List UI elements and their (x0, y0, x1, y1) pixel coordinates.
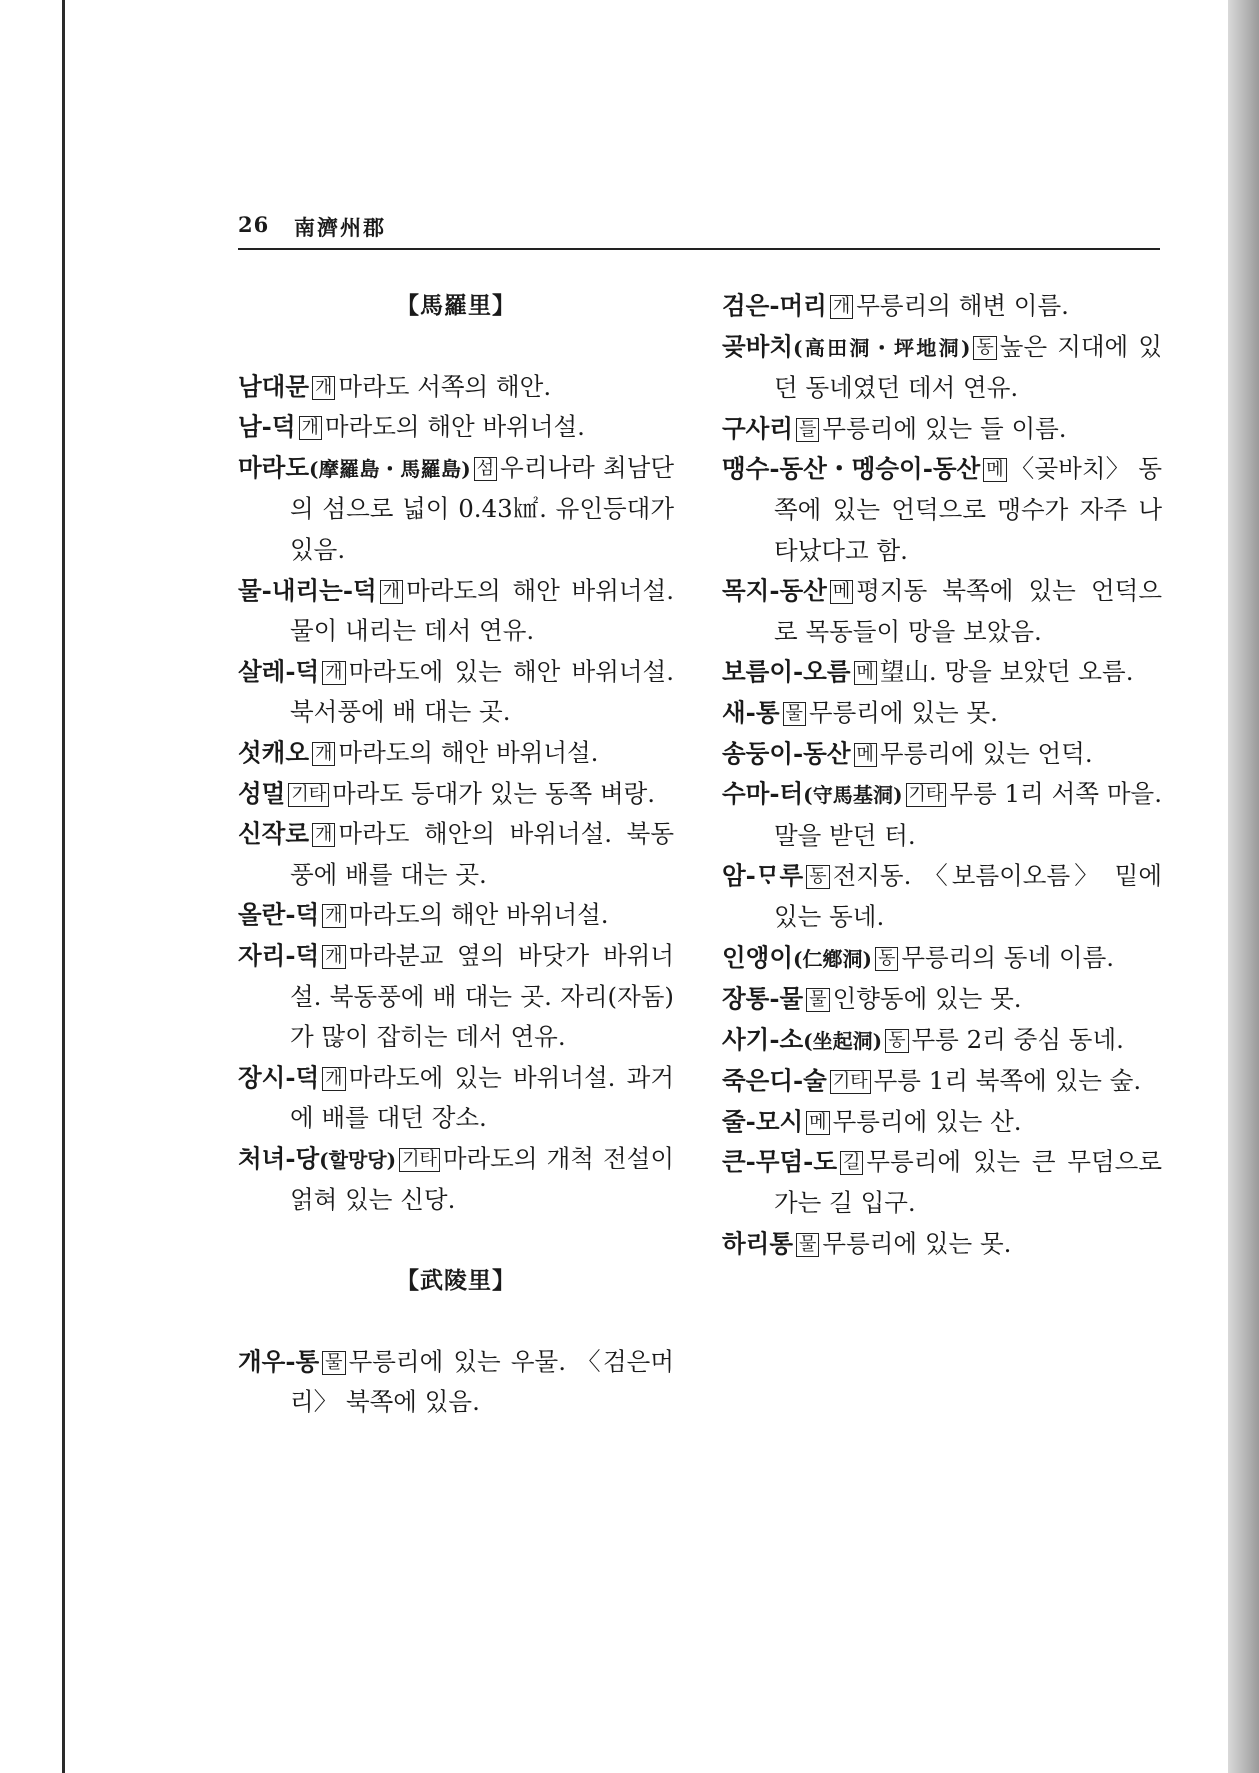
entry-category-tag: 메 (854, 661, 877, 685)
glossary-entry (722, 774, 1162, 856)
entry-term: 성멀 (238, 778, 286, 808)
entry-term: 죽은디-술 (722, 1066, 827, 1096)
entry-description: 무릉리의 해변 이름. (856, 291, 1069, 320)
entry-description: 〈곶바치〉 동쪽에 있는 언덕으로 맹수가 자주 나타났다고 함. (774, 454, 1162, 565)
glossary-entry (238, 814, 674, 895)
entry-category-tag: 개 (380, 580, 403, 604)
glossary-entry (722, 571, 1162, 652)
running-title: 南濟州郡 (294, 215, 386, 240)
entry-category-tag: 동 (885, 1029, 908, 1053)
entry-description: 무릉리에 있는 못. (822, 1228, 1012, 1258)
entry-category-tag: 기타 (906, 783, 947, 807)
entry-description: 마라도의 해안 바위너설. (348, 900, 609, 930)
glossary-entry (722, 979, 1162, 1020)
entry-description: 무릉 1리 북쪽에 있는 숲. (873, 1066, 1142, 1096)
entry-description: 마라도 등대가 있는 동쪽 벼랑. (332, 778, 656, 808)
entry-description: 마라도 해안의 바위너설. 북동풍에 배를 대는 곳. (290, 819, 674, 889)
entry-hanja: (仁鄕洞) (793, 946, 872, 971)
entry-description: 마라도 서쪽의 해안. (338, 371, 552, 401)
entry-category-tag: 길 (840, 1151, 863, 1175)
entry-category-tag: 들 (796, 418, 819, 442)
entry-category-tag: 개 (299, 416, 322, 440)
entry-term: 남대문 (238, 371, 310, 401)
entry-term: 목지-동산 (722, 576, 827, 606)
entry-category-tag: 개 (322, 904, 345, 928)
glossary-entry (238, 1139, 674, 1221)
entry-term: 하리통 (722, 1228, 794, 1258)
entry-description: 마라도의 해안 바위너설. (324, 412, 585, 442)
entry-category-tag: 개 (322, 945, 345, 969)
entry-category-tag: 개 (322, 1067, 345, 1091)
entry-term: 보름이-오름 (722, 657, 851, 687)
entry-category-tag: 메 (830, 580, 853, 604)
glossary-entry (238, 774, 674, 815)
entry-category-tag: 개 (312, 376, 335, 400)
glossary-entry (722, 449, 1162, 571)
glossary-entry (722, 1142, 1162, 1223)
entry-list-marari (238, 367, 674, 1221)
left-column (238, 286, 674, 1423)
entry-description: 마라분교 옆의 바닷가 바위너설. 북동풍에 배 대는 곳. 자리(자돔)가 많이 잡히는 데서 연유. (290, 940, 674, 1052)
entry-term: 맹수-동산・멩승이-동산 (722, 454, 981, 484)
entry-term: 올란-덕 (238, 900, 320, 930)
entry-term: 마라도 (238, 452, 310, 482)
entry-term: 암-ᄆᆞ루 (722, 861, 804, 891)
glossary-entry (722, 286, 1162, 327)
entry-description: 무릉리의 동네 이름. (901, 942, 1115, 972)
entry-term: 줄-모시 (722, 1106, 804, 1136)
glossary-entry (238, 571, 674, 652)
glossary-entry (722, 1020, 1162, 1062)
entry-category-tag: 개 (312, 823, 335, 847)
entry-list-mureungri-cont (722, 286, 1162, 1264)
entry-hanja: (守馬基洞) (803, 783, 903, 808)
entry-description: 무릉 2리 중심 동네. (911, 1024, 1124, 1054)
entry-hanja: (高田洞・坪地洞) (793, 335, 971, 360)
entry-hanja: (摩羅島・馬羅島) (309, 456, 471, 481)
entry-term: 자리-덕 (238, 940, 320, 970)
entry-description: 마라도의 해안 바위너설. (338, 737, 599, 767)
glossary-entry (238, 652, 674, 733)
entry-category-tag: 메 (806, 1111, 829, 1135)
section-title-marari: 【馬羅里】 (396, 292, 516, 319)
entry-term: 신작로 (238, 819, 310, 849)
entry-term: 수마-터 (722, 779, 804, 809)
entry-term: 장통-물 (722, 984, 804, 1014)
entry-description: 望山. 망을 보았던 오름. (879, 657, 1134, 687)
glossary-entry (238, 1058, 674, 1139)
entry-term: 사기-소 (722, 1024, 804, 1054)
entry-description: 마라도에 있는 해안 바위너설. 북서풍에 배 대는 곳. (290, 656, 674, 727)
entry-category-tag: 기타 (830, 1070, 871, 1094)
entry-term: 개우-통 (238, 1346, 320, 1376)
entry-description: 마라도의 개척 전설이 얽혀 있는 신당. (290, 1143, 674, 1215)
entry-category-tag: 동 (973, 336, 996, 360)
entry-category-tag: 물 (806, 988, 829, 1012)
glossary-entry (722, 856, 1162, 937)
glossary-entry (238, 407, 674, 448)
entry-category-tag: 동 (806, 865, 829, 889)
glossary-entry (238, 367, 674, 408)
entry-description: 무릉리에 있는 못. (808, 697, 998, 727)
entry-term: 장시-덕 (238, 1062, 320, 1092)
entry-description: 마라도의 해안 바위너설. 물이 내리는 데서 연유. (290, 575, 674, 646)
entry-hanja: (坐起洞) (803, 1028, 883, 1053)
entry-term: 구사리 (722, 413, 794, 443)
entry-description: 전지동. 〈보름이오름〉 밑에 있는 동네. (774, 861, 1162, 931)
entry-category-tag: 기타 (399, 1148, 440, 1172)
entry-description: 평지동 북쪽에 있는 언덕으로 목동들이 망을 보았음. (774, 576, 1162, 646)
glossary-entry (722, 327, 1162, 409)
glossary-entry (722, 1224, 1162, 1265)
entry-category-tag: 물 (796, 1233, 819, 1257)
entry-category-tag: 기타 (288, 783, 329, 807)
glossary-entry (722, 652, 1162, 693)
glossary-entry (238, 936, 674, 1058)
entry-description: 인향동에 있는 못. (832, 984, 1022, 1014)
entry-term: 곶바치 (722, 331, 794, 361)
entry-term: 살레-덕 (238, 656, 320, 686)
entry-term: 검은-머리 (722, 291, 827, 320)
entry-category-tag: 물 (783, 702, 806, 726)
right-column (722, 286, 1162, 1264)
glossary-entry (722, 734, 1162, 775)
entry-description: 무릉리에 있는 언덕. (879, 738, 1093, 768)
glossary-entry (238, 895, 674, 936)
glossary-entry (722, 1102, 1162, 1143)
entry-category-tag: 개 (830, 295, 853, 319)
glossary-entry (722, 409, 1162, 450)
binding-edge (62, 0, 65, 1773)
entry-term: 인앵이 (722, 942, 794, 972)
section-title-mureungri: 【武陵里】 (396, 1267, 516, 1295)
page-number: 26 (238, 212, 270, 237)
entry-category-tag: 메 (854, 743, 877, 767)
entry-list-mureungri (238, 1342, 674, 1423)
glossary-entry (722, 938, 1162, 980)
entry-category-tag: 물 (322, 1351, 345, 1375)
glossary-entry (722, 1061, 1162, 1102)
entry-hanja: (할망당) (319, 1147, 397, 1172)
glossary-entry (238, 448, 674, 571)
glossary-entry (238, 1342, 674, 1423)
entry-description: 높은 지대에 있던 동네였던 데서 연유. (774, 331, 1162, 403)
entry-category-tag: 개 (312, 742, 335, 766)
entry-description: 마라도에 있는 바위너설. 과거에 배를 대던 장소. (290, 1062, 674, 1133)
entry-term: 남-덕 (238, 412, 296, 442)
entry-description: 무릉리에 있는 큰 무덤으로 가는 길 입구. (774, 1147, 1162, 1218)
entry-description: 무릉리에 있는 우물. 〈검은머리〉 북쪽에 있음. (290, 1346, 674, 1417)
entry-description: 무릉 1리 서쪽 마을. 말을 받던 터. (774, 779, 1162, 850)
running-header (238, 208, 1160, 250)
entry-term: 섯캐오 (238, 737, 310, 767)
entry-term: 새-통 (722, 697, 780, 727)
entry-term: 큰-무덤-도 (722, 1147, 838, 1177)
entry-category-tag: 섬 (474, 457, 497, 481)
entry-description: 우리나라 최남단의 섬으로 넓이 0.43㎢. 유인등대가 있음. (290, 452, 674, 564)
entry-term: 처녀-당 (238, 1143, 320, 1173)
entry-term: 송둥이-동산 (722, 738, 851, 768)
entry-category-tag: 개 (322, 661, 345, 685)
page-edge-shadow (1228, 0, 1259, 1773)
entry-category-tag: 메 (983, 458, 1006, 482)
entry-category-tag: 동 (875, 947, 898, 971)
glossary-entry (722, 693, 1162, 734)
glossary-entry (238, 733, 674, 774)
entry-term: 물-내리는-덕 (238, 575, 377, 605)
entry-description: 무릉리에 있는 산. (832, 1106, 1022, 1136)
entry-description: 무릉리에 있는 들 이름. (822, 413, 1067, 443)
